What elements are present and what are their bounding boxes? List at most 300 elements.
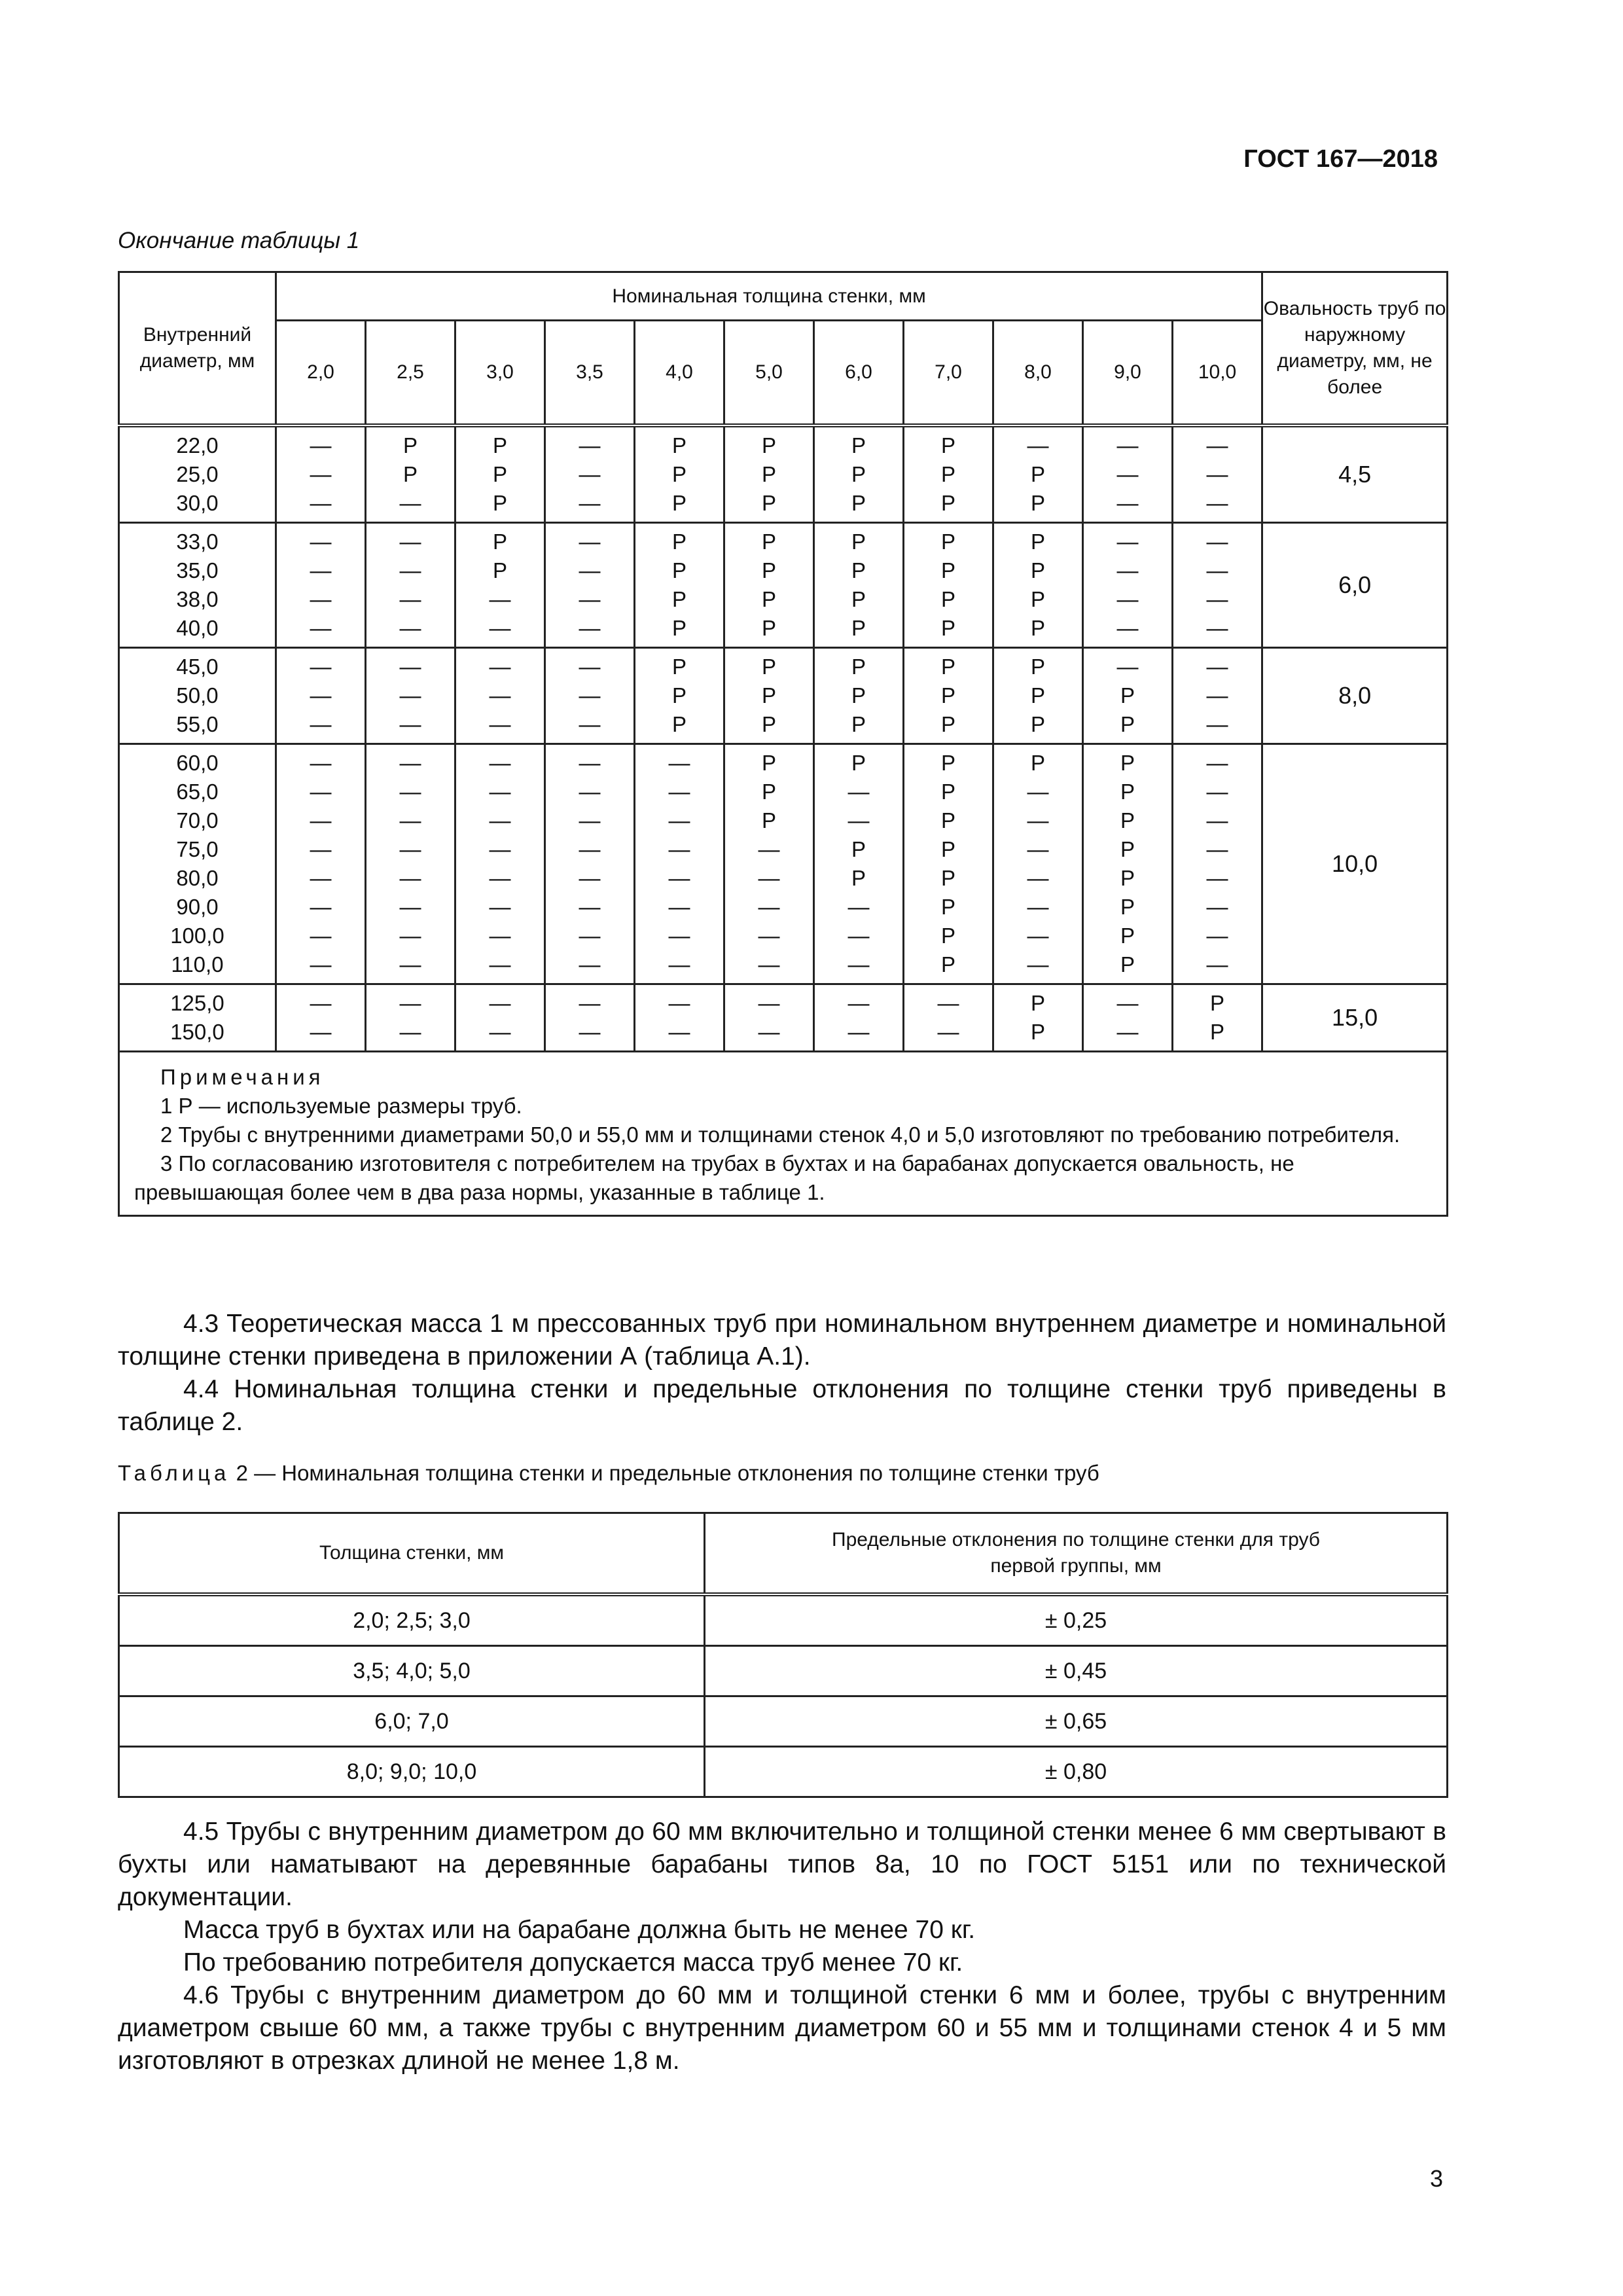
size-cell <box>993 744 1083 984</box>
size-mark: — <box>1027 923 1049 948</box>
size-mark: — <box>399 779 421 804</box>
paragraph-4-5: 4.5 Трубы с внутренним диаметром до 60 мм включительно и толщиной стенки менее 6 мм свертывают в бухты или наматывают на деревянные барабаны типов 8а, 10 по ГОСТ 5151 или по технической документации. <box>118 1818 1446 1911</box>
size-mark: — <box>847 1019 870 1044</box>
size-cell <box>1083 425 1173 523</box>
size-cell <box>904 425 993 523</box>
size-mark: — <box>758 865 780 890</box>
size-mark: Р <box>761 529 776 554</box>
size-mark: — <box>310 779 332 804</box>
paragraph-mass-consumer: По требованию потребителя допускается масса труб менее 70 кг. <box>183 1948 963 1977</box>
diameter-value: 38,0 <box>176 586 219 611</box>
size-cell <box>814 984 904 1051</box>
diameter-value: 100,0 <box>170 923 224 948</box>
size-mark: — <box>1206 894 1228 919</box>
size-cell <box>276 522 366 647</box>
size-cell <box>276 647 366 744</box>
size-mark: — <box>489 586 511 611</box>
size-cell <box>1083 647 1173 744</box>
size-mark: — <box>1116 654 1139 679</box>
size-mark: Р <box>940 529 955 554</box>
size-cell <box>904 744 993 984</box>
size-mark: Р <box>1030 558 1045 583</box>
size-mark: — <box>1206 865 1228 890</box>
diameter-value: 75,0 <box>176 836 219 861</box>
diameter-cell <box>119 425 276 523</box>
size-cell <box>366 522 455 647</box>
size-mark: — <box>1027 808 1049 833</box>
size-mark: — <box>1206 654 1228 679</box>
size-mark: — <box>310 808 332 833</box>
table-row <box>119 522 1448 647</box>
size-mark: Р <box>851 750 866 775</box>
size-mark: — <box>489 711 511 736</box>
diameter-cell <box>119 984 276 1051</box>
table-1 <box>118 271 1448 1217</box>
header-wall-thickness: Номинальная толщина стенки, мм <box>276 272 1262 321</box>
size-cell <box>724 425 814 523</box>
ovality-cell: 10,0 <box>1262 744 1448 984</box>
diameter-value: 60,0 <box>176 750 219 775</box>
size-mark: Р <box>1030 615 1045 640</box>
size-mark: — <box>489 894 511 919</box>
size-mark: Р <box>761 433 776 457</box>
size-mark: Р <box>1120 808 1135 833</box>
size-mark: Р <box>851 654 866 679</box>
page-number: 3 <box>1429 2165 1443 2192</box>
thickness-cell: 3,5; 4,0; 5,0 <box>119 1646 705 1696</box>
size-mark: — <box>310 558 332 583</box>
size-mark: — <box>579 1019 601 1044</box>
size-mark: — <box>847 923 870 948</box>
table2-header-thickness: Толщина стенки, мм <box>119 1513 705 1595</box>
size-mark: — <box>1206 529 1228 554</box>
size-mark: — <box>399 683 421 708</box>
size-mark: — <box>1116 558 1139 583</box>
paragraph-4-3: 4.3 Теоретическая масса 1 м прессованных труб при номинальном внутреннем диаметре и номинальной толщине стенки приведена в приложении А (таблица А.1). <box>118 1310 1446 1371</box>
size-mark: Р <box>851 490 866 515</box>
diameter-value: 110,0 <box>171 952 224 977</box>
header-thickness-0: 2,0 <box>276 321 366 425</box>
thickness-cell: 2,0; 2,5; 3,0 <box>119 1594 705 1646</box>
diameter-value: 22,0 <box>176 433 219 457</box>
size-mark: — <box>1206 558 1228 583</box>
size-cell <box>635 744 724 984</box>
size-mark: Р <box>671 490 687 515</box>
table-2 <box>118 1512 1448 1798</box>
size-mark: Р <box>761 750 776 775</box>
size-cell <box>1173 984 1262 1051</box>
size-mark: — <box>310 529 332 554</box>
size-mark: Р <box>1030 490 1045 515</box>
header-thickness-8: 8,0 <box>993 321 1083 425</box>
size-mark: — <box>310 923 332 948</box>
size-mark: Р <box>1120 894 1135 919</box>
size-cell <box>993 647 1083 744</box>
size-mark: — <box>399 529 421 554</box>
diameter-value: 50,0 <box>176 683 219 708</box>
size-mark: — <box>489 836 511 861</box>
header-thickness-7: 7,0 <box>904 321 993 425</box>
size-cell <box>814 522 904 647</box>
size-mark: — <box>847 952 870 977</box>
ovality-cell: 6,0 <box>1262 522 1448 647</box>
header-inner-diameter: Внутренний диаметр, мм <box>119 272 276 425</box>
diameter-value: 33,0 <box>176 529 219 554</box>
size-cell <box>635 984 724 1051</box>
size-mark: — <box>310 1019 332 1044</box>
size-mark: — <box>579 558 601 583</box>
size-mark: — <box>668 952 690 977</box>
size-mark: — <box>310 990 332 1015</box>
size-mark: Р <box>1030 461 1045 486</box>
diameter-value: 70,0 <box>176 808 219 833</box>
size-mark: — <box>937 1019 959 1044</box>
size-mark: Р <box>851 586 866 611</box>
size-mark: Р <box>1120 952 1135 977</box>
size-mark: Р <box>492 433 507 457</box>
size-mark: — <box>1027 779 1049 804</box>
size-mark: — <box>579 433 601 457</box>
size-mark: — <box>310 952 332 977</box>
document-header: ГОСТ 167—2018 <box>1243 145 1438 173</box>
size-cell <box>545 744 635 984</box>
size-mark: Р <box>1030 1019 1045 1044</box>
size-mark: — <box>1116 461 1139 486</box>
size-mark: Р <box>1030 683 1045 708</box>
diameter-value: 30,0 <box>176 490 219 515</box>
size-mark: Р <box>492 490 507 515</box>
size-mark: — <box>1027 894 1049 919</box>
size-mark: — <box>1116 433 1139 457</box>
size-mark: — <box>1206 433 1228 457</box>
size-mark: — <box>310 836 332 861</box>
ovality-cell: 4,5 <box>1262 425 1448 523</box>
size-mark: Р <box>851 615 866 640</box>
size-mark: — <box>1116 1019 1139 1044</box>
size-mark: — <box>310 654 332 679</box>
size-mark: — <box>579 923 601 948</box>
table2-caption-label: Таблица <box>118 1461 230 1485</box>
size-mark: — <box>1206 750 1228 775</box>
size-mark: — <box>579 654 601 679</box>
size-mark: — <box>579 615 601 640</box>
size-mark: — <box>1206 779 1228 804</box>
table2-caption <box>118 1461 1099 1486</box>
size-mark: Р <box>1030 711 1045 736</box>
size-mark: — <box>489 923 511 948</box>
diameter-value: 35,0 <box>176 558 219 583</box>
header-thickness-4: 4,0 <box>635 321 724 425</box>
table-row <box>119 1646 1448 1696</box>
size-mark: Р <box>940 952 955 977</box>
size-mark: Р <box>940 615 955 640</box>
note-item: 3 По согласованию изготовителя с потребителем на трубах в бухтах и на барабанах допускается овальность, не превышающая более чем в два раза нормы, указанные в таблице 1. <box>134 1151 1294 1204</box>
paragraph-block-1 <box>118 1308 1446 1439</box>
size-mark: Р <box>671 586 687 611</box>
size-mark: — <box>847 808 870 833</box>
size-mark: Р <box>940 683 955 708</box>
size-cell <box>276 425 366 523</box>
size-mark: Р <box>761 586 776 611</box>
size-cell <box>904 522 993 647</box>
size-mark: Р <box>940 836 955 861</box>
size-mark: — <box>668 750 690 775</box>
size-mark: Р <box>851 529 866 554</box>
header-thickness-10: 10,0 <box>1173 321 1262 425</box>
size-mark: Р <box>492 461 507 486</box>
diameter-value: 80,0 <box>176 865 219 890</box>
size-mark: Р <box>402 461 418 486</box>
size-mark: — <box>668 894 690 919</box>
size-mark: Р <box>402 433 418 457</box>
size-mark: Р <box>1120 865 1135 890</box>
size-mark: — <box>847 894 870 919</box>
size-mark: Р <box>1120 711 1135 736</box>
diameter-value: 55,0 <box>176 711 219 736</box>
size-cell <box>366 744 455 984</box>
size-mark: — <box>489 952 511 977</box>
size-mark: — <box>399 490 421 515</box>
size-mark: — <box>310 586 332 611</box>
size-mark: Р <box>851 683 866 708</box>
deviation-cell: ± 0,25 <box>705 1594 1448 1646</box>
size-mark: Р <box>1030 654 1045 679</box>
size-mark: Р <box>1210 990 1225 1015</box>
header-thickness-6: 6,0 <box>814 321 904 425</box>
notes-row <box>119 1051 1448 1215</box>
size-mark: Р <box>671 558 687 583</box>
size-mark: Р <box>940 654 955 679</box>
size-cell <box>545 425 635 523</box>
size-mark: Р <box>940 433 955 457</box>
size-mark: Р <box>1030 750 1045 775</box>
size-mark: Р <box>940 490 955 515</box>
header-ovality: Овальность труб по наружному диаметру, мм, не более <box>1262 272 1448 425</box>
size-mark: — <box>668 990 690 1015</box>
size-mark: — <box>399 894 421 919</box>
size-mark: Р <box>851 711 866 736</box>
size-mark: — <box>668 865 690 890</box>
size-mark: — <box>1206 952 1228 977</box>
size-cell <box>366 984 455 1051</box>
size-mark: Р <box>851 558 866 583</box>
table-row <box>119 1594 1448 1646</box>
size-mark: — <box>1116 529 1139 554</box>
header-thickness-2: 3,0 <box>455 321 545 425</box>
header-thickness-5: 5,0 <box>724 321 814 425</box>
size-cell <box>724 647 814 744</box>
size-cell <box>1173 647 1262 744</box>
table1-caption: Окончание таблицы 1 <box>118 228 360 253</box>
diameter-value: 125,0 <box>170 990 224 1015</box>
diameter-value: 25,0 <box>176 461 219 486</box>
diameter-cell <box>119 522 276 647</box>
size-mark: — <box>758 923 780 948</box>
header-thickness-1: 2,5 <box>366 321 455 425</box>
paragraph-mass: Масса труб в бухтах или на барабане должна быть не менее 70 кг. <box>183 1916 976 1944</box>
size-mark: — <box>1027 433 1049 457</box>
size-mark: — <box>310 865 332 890</box>
size-cell <box>993 984 1083 1051</box>
size-mark: Р <box>1030 990 1045 1015</box>
size-mark: — <box>1206 461 1228 486</box>
size-mark: — <box>1206 683 1228 708</box>
size-mark: Р <box>1120 779 1135 804</box>
size-mark: — <box>489 683 511 708</box>
size-cell <box>635 647 724 744</box>
size-mark: Р <box>671 711 687 736</box>
size-mark: — <box>310 894 332 919</box>
size-mark: — <box>310 490 332 515</box>
table-row <box>119 1696 1448 1747</box>
size-cell <box>1173 425 1262 523</box>
size-mark: — <box>399 865 421 890</box>
size-mark: — <box>399 586 421 611</box>
size-mark: — <box>668 836 690 861</box>
size-mark: — <box>758 990 780 1015</box>
size-cell <box>1173 522 1262 647</box>
size-mark: Р <box>940 923 955 948</box>
size-mark: — <box>579 750 601 775</box>
size-mark: Р <box>940 865 955 890</box>
size-cell <box>904 647 993 744</box>
size-mark: Р <box>851 865 866 890</box>
size-mark: Р <box>492 529 507 554</box>
size-mark: — <box>399 990 421 1015</box>
table2-header-deviation: Предельные отклонения по толщине стенки для труб первой группы, мм <box>705 1513 1448 1595</box>
size-cell <box>455 522 545 647</box>
paragraph-4-6: 4.6 Трубы с внутренним диаметром до 60 мм и толщиной стенки 6 мм и более, трубы с внутренним диаметром свыше 60 мм, а также трубы с внутренним диаметром 60 и 55 мм и толщинами стенок 4 и 5 мм изготовляют в отрезках длиной не менее 1,8 м. <box>118 1981 1446 2075</box>
size-mark: — <box>310 433 332 457</box>
size-mark: — <box>579 836 601 861</box>
size-cell <box>635 425 724 523</box>
size-mark: — <box>1116 490 1139 515</box>
notes-title: Примечания <box>160 1064 325 1089</box>
size-mark: — <box>1206 808 1228 833</box>
size-mark: Р <box>761 615 776 640</box>
size-mark: Р <box>851 836 866 861</box>
size-mark: Р <box>940 586 955 611</box>
size-mark: Р <box>940 808 955 833</box>
size-mark: Р <box>671 615 687 640</box>
size-cell <box>724 984 814 1051</box>
size-mark: Р <box>940 779 955 804</box>
size-mark: Р <box>940 558 955 583</box>
size-mark: — <box>310 615 332 640</box>
diameter-cell <box>119 647 276 744</box>
size-cell <box>993 522 1083 647</box>
size-mark: — <box>847 779 870 804</box>
size-mark: — <box>1116 990 1139 1015</box>
size-mark: Р <box>940 894 955 919</box>
size-mark: — <box>579 865 601 890</box>
size-mark: — <box>1206 836 1228 861</box>
size-mark: — <box>758 836 780 861</box>
size-mark: Р <box>761 490 776 515</box>
size-mark: — <box>1116 615 1139 640</box>
size-mark: — <box>579 683 601 708</box>
size-mark: — <box>399 808 421 833</box>
size-mark: — <box>579 952 601 977</box>
size-mark: — <box>758 1019 780 1044</box>
size-mark: — <box>1206 923 1228 948</box>
size-mark: — <box>489 1019 511 1044</box>
diameter-value: 45,0 <box>176 654 219 679</box>
size-mark: Р <box>1120 683 1135 708</box>
size-cell <box>814 744 904 984</box>
size-mark: — <box>1027 865 1049 890</box>
size-mark: Р <box>492 558 507 583</box>
size-mark: Р <box>1210 1019 1225 1044</box>
size-mark: — <box>1206 711 1228 736</box>
header-thickness-9: 9,0 <box>1083 321 1173 425</box>
diameter-value: 65,0 <box>176 779 219 804</box>
size-mark: Р <box>851 433 866 457</box>
size-mark: — <box>310 750 332 775</box>
size-cell <box>724 744 814 984</box>
size-mark: — <box>489 615 511 640</box>
thickness-cell: 8,0; 9,0; 10,0 <box>119 1747 705 1797</box>
size-mark: — <box>399 1019 421 1044</box>
size-cell <box>276 744 366 984</box>
size-mark: Р <box>940 711 955 736</box>
paragraph-block-2 <box>118 1816 1446 2077</box>
size-cell <box>455 425 545 523</box>
size-mark: Р <box>761 654 776 679</box>
size-mark: Р <box>851 461 866 486</box>
size-mark: — <box>489 990 511 1015</box>
size-mark: — <box>489 779 511 804</box>
ovality-cell: 15,0 <box>1262 984 1448 1051</box>
size-mark: — <box>937 990 959 1015</box>
note-item: 2 Трубы с внутренними диаметрами 50,0 и 55,0 мм и толщинами стенок 4,0 и 5,0 изготовляют по требованию потребителя. <box>160 1122 1400 1147</box>
size-mark: Р <box>671 529 687 554</box>
size-mark: Р <box>671 683 687 708</box>
size-mark: Р <box>761 711 776 736</box>
deviation-cell: ± 0,65 <box>705 1696 1448 1747</box>
size-mark: — <box>310 711 332 736</box>
size-cell <box>814 647 904 744</box>
size-mark: Р <box>761 683 776 708</box>
size-mark: — <box>579 894 601 919</box>
deviation-cell: ± 0,45 <box>705 1646 1448 1696</box>
size-mark: — <box>1027 836 1049 861</box>
size-mark: — <box>579 490 601 515</box>
size-mark: — <box>399 750 421 775</box>
size-mark: — <box>489 750 511 775</box>
size-cell <box>814 425 904 523</box>
size-cell <box>1083 984 1173 1051</box>
size-mark: — <box>1027 952 1049 977</box>
thickness-cell: 6,0; 7,0 <box>119 1696 705 1747</box>
size-mark: — <box>489 865 511 890</box>
size-mark: — <box>399 654 421 679</box>
diameter-value: 40,0 <box>176 615 219 640</box>
size-cell <box>1173 744 1262 984</box>
size-mark: — <box>579 779 601 804</box>
size-mark: — <box>399 615 421 640</box>
size-mark: — <box>668 923 690 948</box>
size-mark: — <box>758 894 780 919</box>
size-mark: — <box>399 923 421 948</box>
ovality-cell: 8,0 <box>1262 647 1448 744</box>
size-cell <box>455 744 545 984</box>
size-mark: — <box>1206 615 1228 640</box>
diameter-value: 90,0 <box>176 894 219 919</box>
table-row <box>119 425 1448 523</box>
size-mark: — <box>847 990 870 1015</box>
diameter-cell <box>119 744 276 984</box>
